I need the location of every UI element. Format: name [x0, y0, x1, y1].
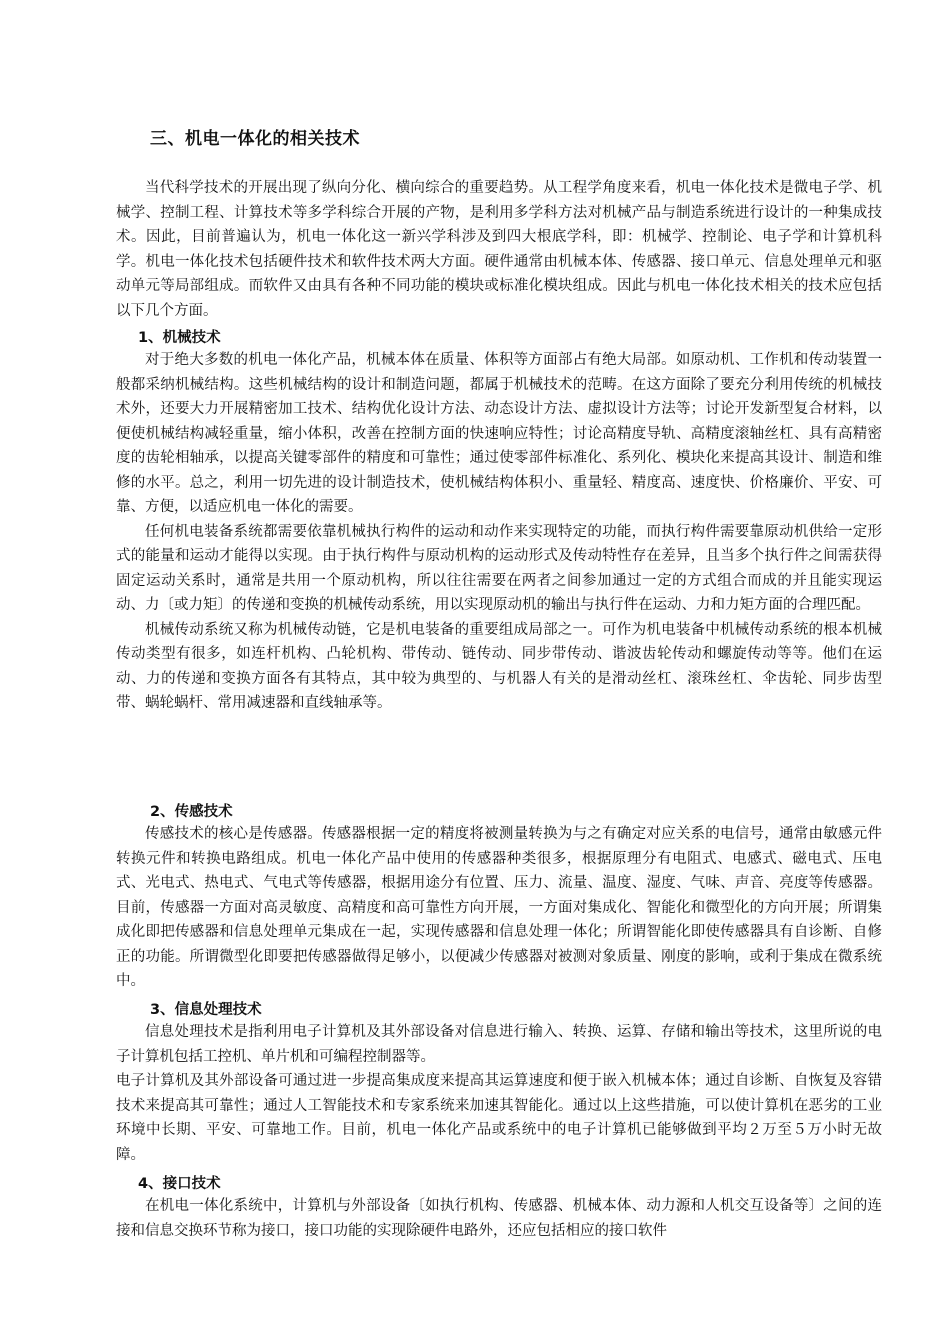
- paragraph: 对于绝大多数的机电一体化产品，机械本体在质量、体积等方面部占有绝大局部。如原动机、工作机和传动装置一般都采纳机械结构。这些机械结构的设计和制造问题，都属于机械技术的范畴。在这方面除了要充分利用传统的机械技术外，还要大力开展精密加工技术、结构优化设计方法、动态设计方法、虚拟设计方法等；讨论开发新型复合材料，以便使机械结构减轻重量，缩小体积，改善在控制方面的快速响应特性；讨论高精度导轨、高精度滚轴丝杠、具有高精密度的齿轮相轴承，以提高关键零部件的精度和可靠性；通过使零部件标准化、系列化、模块化来提高其设计、制造和维修的水平。总之，利用一切先进的设计制造技术，使机械结构体积小、重量轻、精度高、速度快、价格廉价、平安、可靠、方便，以适应机电一体化的需要。: [116, 352, 882, 515]
- document-title: 三、机电一体化的相关技术: [150, 129, 360, 149]
- paragraph: 信息处理技术是指利用电子计算机及其外部设备对信息进行输入、转换、运算、存储和输出等技术，这里所说的电子计算机包括工控机、单片机和可编程控制器等。: [116, 1024, 882, 1065]
- paragraph: 任何机电装备系统都需要依靠机械执行构件的运动和动作来实现特定的功能，而执行构件需要靠原动机供给一定形式的能量和运动才能得以实现。由于执行构件与原动机构的运动形式及传动特性存在差异，且当多个执行件之间需获得固定运动关系时，通常是共用一个原动机构，所以往往需要在两者之间参加通过一定的方式组合而成的并且能实现运动、力〔或力矩〕的传递和变换的机械传动系统，用以实现原动机的输出与执行件在运动、力和力矩方面的合理匹配。: [116, 523, 882, 613]
- section-body-mechanical: [116, 348, 882, 716]
- paragraph: 电子计算机及其外部设备可通过进一步提高集成度来提高其运算速度和便于嵌入机械本体；通过自诊断、自恢复及容错技术来提高其可靠性；通过人工智能技术和专家系统来加速其智能化。通过以上这些措施，可以使计算机在恶劣的工业环境中长期、平安、可靠地工作。目前，机电一体化产品或系统中的电子计算机已能够做到平均２万至５万小时无故障。: [116, 1073, 882, 1163]
- intro-block: [116, 176, 882, 323]
- paragraph: 传感技术的核心是传感器。传感器根据一定的精度将被测量转换为与之有确定对应关系的电信号，通常由敏感元件转换元件和转换电路组成。机电一体化产品中使用的传感器种类很多，根据原理分有电阻式、电感式、磁电式、压电式、光电式、热电式、气电式等传感器，根据用途分有位置、压力、流量、温度、湿度、气味、声音、亮度等传感器。目前，传感器一方面对高灵敏度、高精度和高可靠性方向开展，一方面对集成化、智能化和微型化的方向开展；所谓集成化即把传感器和信息处理单元集成在一起，实现传感器和信息处理一体化；所谓智能化即使传感器具有自诊断、自修正的功能。所谓微型化即要把传感器做得足够小，以便减少传感器对被测对象质量、刚度的影响，或利于集成在微系统中。: [116, 826, 882, 989]
- section-body-sensing: [116, 822, 882, 994]
- paragraph: 在机电一体化系统中，计算机与外部设备〔如执行机构、传感器、机械本体、动力源和人机交互设备等〕之间的连接和信息交换环节称为接口，接口功能的实现除硬件电路外，还应包括相应的接口软件: [116, 1198, 882, 1239]
- section-body-information: [116, 1020, 882, 1167]
- section-heading-mechanical: 1、机械技术: [138, 330, 221, 346]
- section-heading-sensing: 2、传感技术: [150, 804, 233, 820]
- paragraph: 机械传动系统又称为机械传动链，它是机电装备的重要组成局部之一。可作为机电装备中机械传动系统的根本机械传动类型有很多，如连杆机构、凸轮机构、带传动、链传动、同步带传动、谐波齿轮传动和螺旋传动等等。他们在运动、力的传递和变换方面各有其特点，其中较为典型的、与机器人有关的是滑动丝杠、滚珠丝杠、伞齿轮、同步齿型带、蜗轮蜗杆、常用减速器和直线轴承等。: [116, 621, 882, 711]
- section-heading-interface: 4、接口技术: [138, 1176, 221, 1192]
- section-heading-information: 3、信息处理技术: [150, 1002, 262, 1018]
- intro-paragraph: 当代科学技术的开展出现了纵向分化、横向综合的重要趋势。从工程学角度来看，机电一体化技术是微电子学、机械学、控制工程、计算技术等多学科综合开展的产物，是利用多学科方法对机械产品与制造系统进行设计的一种集成技术。因此，目前普遍认为，机电一体化这一新兴学科涉及到四大根底学科，即：机械学、控制论、电子学和计算机科学。机电一体化技术包括硬件技术和软件技术两大方面。硬件通常由机械本体、传感器、接口单元、信息处理单元和驱动单元等局部组成。而软件又由具有各种不同功能的模块或标准化模块组成。因此与机电一体化技术相关的技术应包括以下几个方面。: [116, 180, 882, 319]
- section-body-interface: [116, 1194, 882, 1243]
